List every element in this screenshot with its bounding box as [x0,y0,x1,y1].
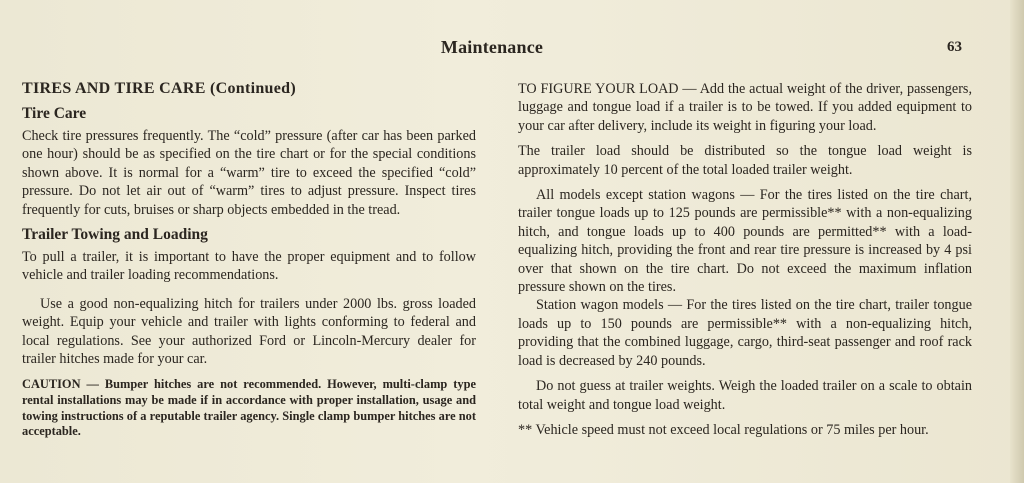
page-edge [1010,0,1024,483]
section-heading: TIRES AND TIRE CARE (Continued) [22,80,296,97]
tire-care-paragraph: Check tire pressures frequently. The “cold” pressure (after car has been parked one hour) should be as specified on the tire chart or for the special conditions shown above. It is normal for a “warm” tire to exceed the specified “cold” pressure. Do not let air out of “warm” tires to adjust pressure. Inspect tires frequently for cuts, bruises or sharp objects embedded in the tread. [22,128,476,218]
page-title: Maintenance [440,37,544,57]
all-models-paragraph: All models except station wagons — For the tires listed on the tire chart, trailer tongue loads up to 125 pounds are permissible** with a non-equalizing hitch, and tongue loads up to 400 pounds are permitted** with a load-equalizing hitch, providing the front and rear tire pressure is increased by 4 psi over that shown on the tire chart. Do not exceed the maximum inflation pressure shown on the tires. [518,187,972,296]
right-column [518,80,972,439]
caution-label: CAUTION — [22,377,99,392]
caution-text: Bumper hitches are not recommended. However, multi-clamp type rental installations may be made if in accordance with proper installation, usage and towing instructions of a reputable trailer agency. Single clamp bumper hitches are not acceptable. [22,377,476,439]
trailer-towing-heading: Trailer Towing and Loading [22,226,208,244]
trailer-towing-paragraph-1: To pull a trailer, it is important to have the proper equipment and to follow vehicle and trailer loading recommendations. [22,249,476,284]
trailer-distribution-paragraph: The trailer load should be distributed so the tongue load weight is approximately 10 percent of the total loaded trailer weight. [518,143,972,178]
station-wagon-paragraph: Station wagon models — For the tires listed on the tire chart, trailer tongue loads up to 150 pounds are permissible** with a non-equalizing hitch, providing that the combined luggage, cargo, third-seat passenger and roof rack load is decreased by 240 pounds. [518,297,972,369]
page-number: 63 [947,39,962,55]
do-not-guess-paragraph: Do not guess at trailer weights. Weigh the loaded trailer on a scale to obtain total weight and tongue load weight. [518,378,972,413]
tire-care-heading: Tire Care [22,105,87,122]
figure-load-paragraph: TO FIGURE YOUR LOAD — Add the actual weight of the driver, passengers, luggage and tongue load if a trailer is to be towed. If you added equipment to your car after delivery, include its weight in figuring your load. [518,81,972,134]
caution-note [22,377,476,439]
trailer-towing-paragraph-2: Use a good non-equalizing hitch for trailers under 2000 lbs. gross loaded weight. Equip your vehicle and trailer with lights conforming to federal and local regulations. See your authorized Ford or Lincoln-Mercury dealer for trailer hitches made for your car. [22,295,476,368]
footnote: ** Vehicle speed must not exceed local regulations or 75 miles per hour. [518,421,929,438]
left-column [22,80,476,440]
